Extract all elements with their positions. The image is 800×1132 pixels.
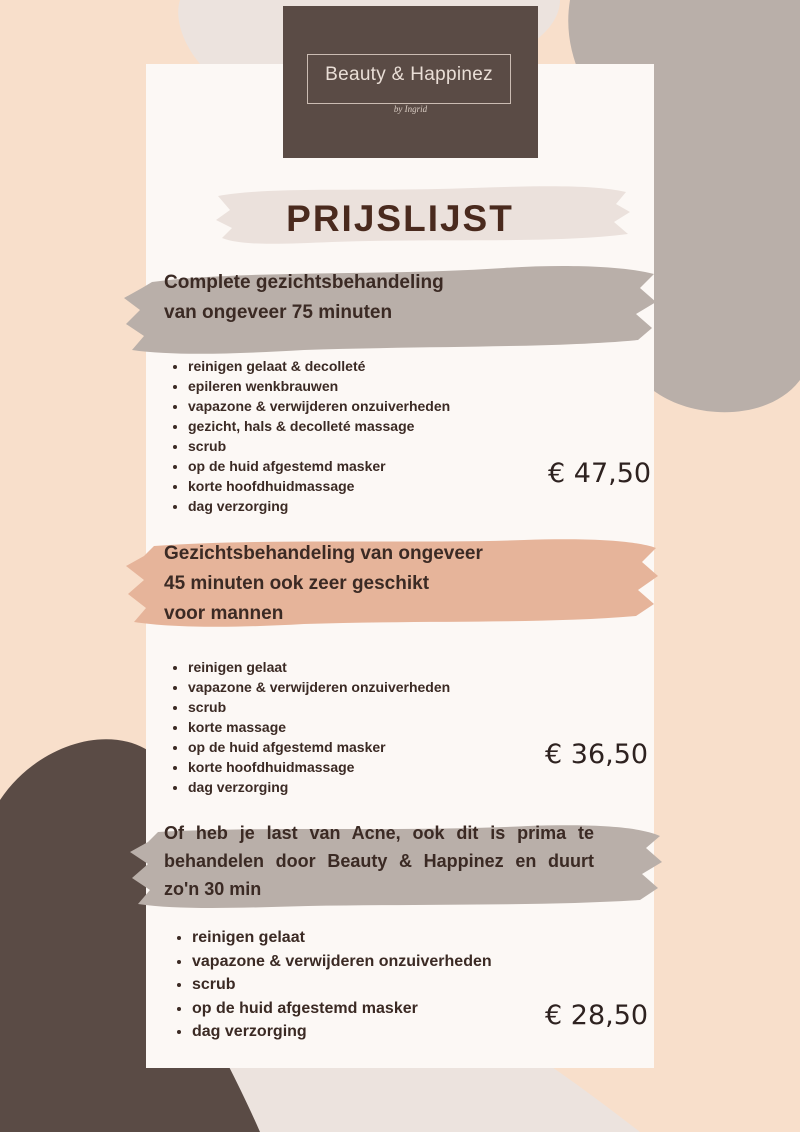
logo <box>283 6 538 158</box>
list-item: • reinigen gelaat & decolleté <box>188 356 450 376</box>
logo-byline: by Ingrid <box>393 104 428 114</box>
list-item: • vapazone & verwijderen onzuiverheden <box>188 396 450 416</box>
section3-heading-line: zo'n 30 min <box>164 879 262 899</box>
list-item: • dag verzorging <box>188 496 450 516</box>
list-item: • op de huid afgestemd masker <box>188 737 450 757</box>
list-item: • reinigen gelaat <box>188 657 450 677</box>
section3-heading-line: Of heb je last van Acne, ook dit is prima te <box>164 823 594 843</box>
list-item: • korte hoofdhuidmassage <box>188 757 450 777</box>
list-item: • scrub <box>188 697 450 717</box>
list-item: • op de huid afgestemd masker <box>192 997 492 1021</box>
section2-list <box>170 657 450 797</box>
section2-heading-line: 45 minuten ook zeer geschikt <box>164 573 430 594</box>
logo-name: Beauty & Happinez <box>325 64 493 85</box>
section2-heading <box>164 539 483 629</box>
list-item: • op de huid afgestemd masker <box>188 456 450 476</box>
section1-heading-line: Complete gezichtsbehandeling <box>164 272 444 293</box>
page-title: PRIJSLIJST <box>286 198 514 239</box>
list-item: • scrub <box>192 973 492 997</box>
list-item: • korte hoofdhuidmassage <box>188 476 450 496</box>
logo-frame <box>307 54 511 104</box>
list-item: • dag verzorging <box>188 777 450 797</box>
list-item: • korte massage <box>188 717 450 737</box>
section3-heading-line: behandelen door Beauty & Happinez en duurt <box>164 851 594 871</box>
list-item: • gezicht, hals & decolleté massage <box>188 416 450 436</box>
section1-heading-line: van ongeveer 75 minuten <box>164 302 393 323</box>
section3-price: € 28,50 <box>545 1000 649 1031</box>
section1-heading <box>164 268 444 328</box>
list-item: • vapazone & verwijderen onzuiverheden <box>188 677 450 697</box>
section3-heading <box>164 819 594 903</box>
list-item: • reinigen gelaat <box>192 926 492 950</box>
list-item: • dag verzorging <box>192 1020 492 1044</box>
list-item: • vapazone & verwijderen onzuiverheden <box>192 950 492 974</box>
list-item: • epileren wenkbrauwen <box>188 376 450 396</box>
section2-heading-line: Gezichtsbehandeling van ongeveer <box>164 543 483 564</box>
section2-heading-line: voor mannen <box>164 603 284 624</box>
section2-price: € 36,50 <box>545 739 649 770</box>
section3-list <box>174 926 492 1044</box>
section1-price: € 47,50 <box>548 458 652 489</box>
section1-list <box>170 356 450 516</box>
list-item: • scrub <box>188 436 450 456</box>
